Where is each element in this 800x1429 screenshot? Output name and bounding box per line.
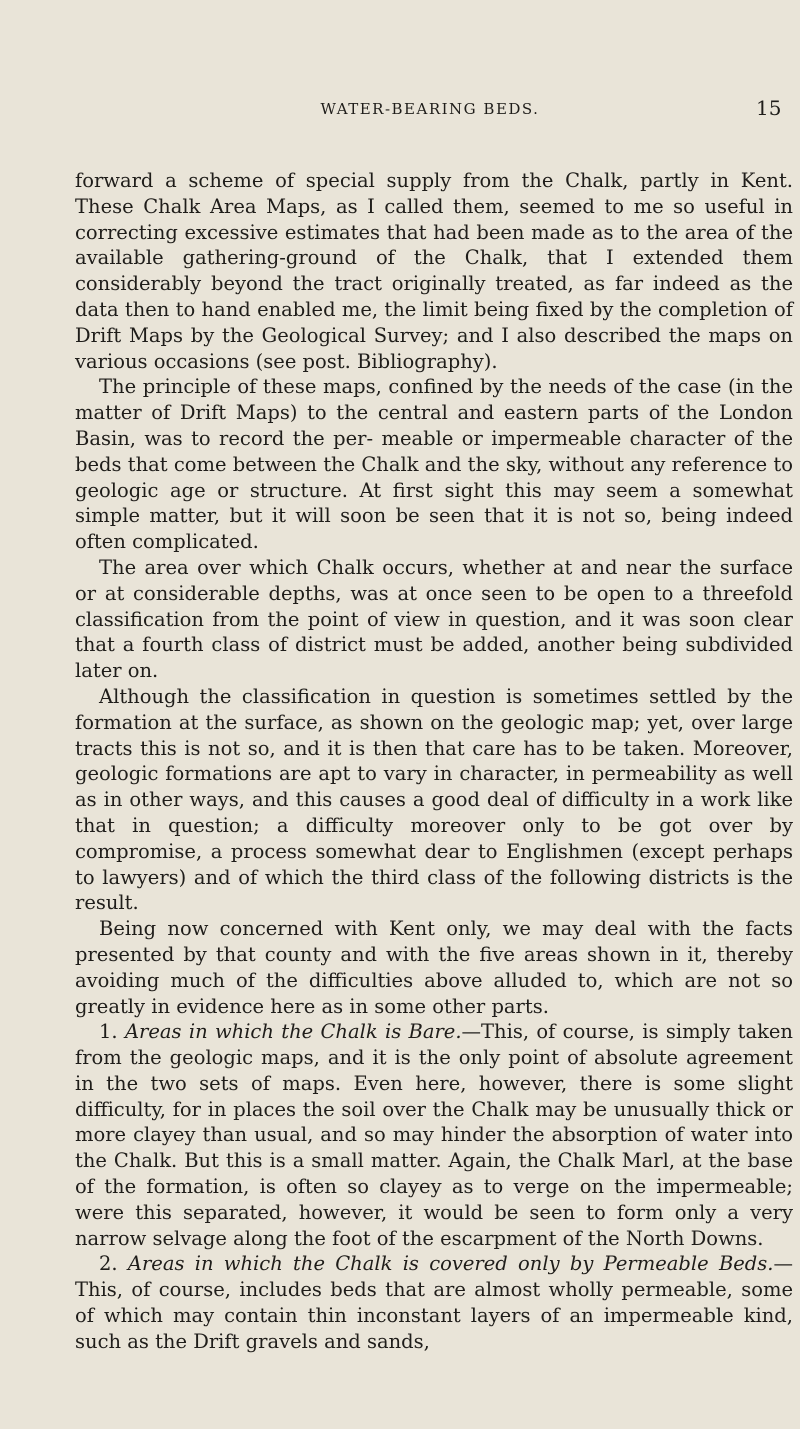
section-heading: Areas in which the Chalk is covered only by Permeable Beds. bbox=[127, 1252, 774, 1276]
running-head: WATER-BEARING BEDS. bbox=[320, 100, 540, 118]
section-text: —This, of course, includes beds that are almost wholly permeable, some of which may contain thin inconstant layers of an impermeable kind, such as the Drift gravels and sands, bbox=[75, 1252, 793, 1353]
paragraph-difficulty: Although the classification in question is sometimes settled by the formation at the surface, as shown on the geologic map; yet, over large tracts this is not so, and it is then that care has to be taken. Moreover, geologic formations are apt to vary in character, in permeability as well as in other ways, and this causes a good deal of difficulty in a work like that in question; a difficulty moreover only to be got over by compromise, a process somewhat dear to Englishmen (except perhaps to lawyers) and of which the third class of the following districts is the result. bbox=[75, 684, 793, 915]
section-text: —This, of course, is simply taken from the geologic maps, and it is the only point of absolute agreement in the two sets of maps. Even here, however, there is some slight difficulty, for in places the soil over the Chalk may be unusually thick or more clayey than usual, and so may hinder the absorption of water into the Chalk. But this is a small matter. Again, the Chalk Marl, at the base of the formation, is often so clayey as to verge on the impermeable; were this separated, however, it would be seen to form only a very narrow selvage along the foot of the escarpment of the North Downs. bbox=[75, 1020, 793, 1250]
section-number: 1. bbox=[99, 1020, 125, 1044]
page-number: 15 bbox=[756, 96, 782, 120]
section-heading: Areas in which the Chalk is Bare. bbox=[124, 1020, 462, 1044]
paragraph-continuation: forward a scheme of special supply from the Chalk, partly in Kent. These Chalk Area Maps, as I called them, seemed to me so useful in correcting excessive estimates that had been made as to the area of the available gathering-ground of the Chalk, that I extended them considerably beyond the tract originally treated, as far indeed as the data then to hand enabled me, the limit being fixed by the completion of Drift Maps by the Geological Survey; and I also described the maps on various occasions (see post. Bibliography). bbox=[75, 169, 793, 373]
paragraph-kent: Being now concerned with Kent only, we may deal with the facts presented by that county and with the five areas shown in it, thereby avoiding much of the difficulties above alluded to, which are not so greatly in evidence here as in some other parts. bbox=[75, 917, 793, 1018]
section-number: 2. bbox=[99, 1252, 128, 1276]
paragraph-section-2 bbox=[75, 1251, 793, 1354]
paragraph-classification: The area over which Chalk occurs, whether at and near the surface or at considerable depths, was at once seen to be open to a threefold classification from the point of view in question, and it was soon clear that a fourth class of district must be added, another being subdivided later on. bbox=[75, 555, 793, 683]
paragraph-section-1 bbox=[75, 1019, 793, 1251]
body-text bbox=[75, 168, 793, 1355]
paragraph-principle: The principle of these maps, confined by the needs of the case (in the matter of Drift Maps) to the central and eastern parts of the London Basin, was to record the per- meable or impermeable character of the beds that come between the Chalk and the sky, without any reference to geologic age or structure. At first sight this may seem a somewhat simple matter, but it will soon be seen that it is not so, being indeed often complicated. bbox=[75, 375, 793, 554]
